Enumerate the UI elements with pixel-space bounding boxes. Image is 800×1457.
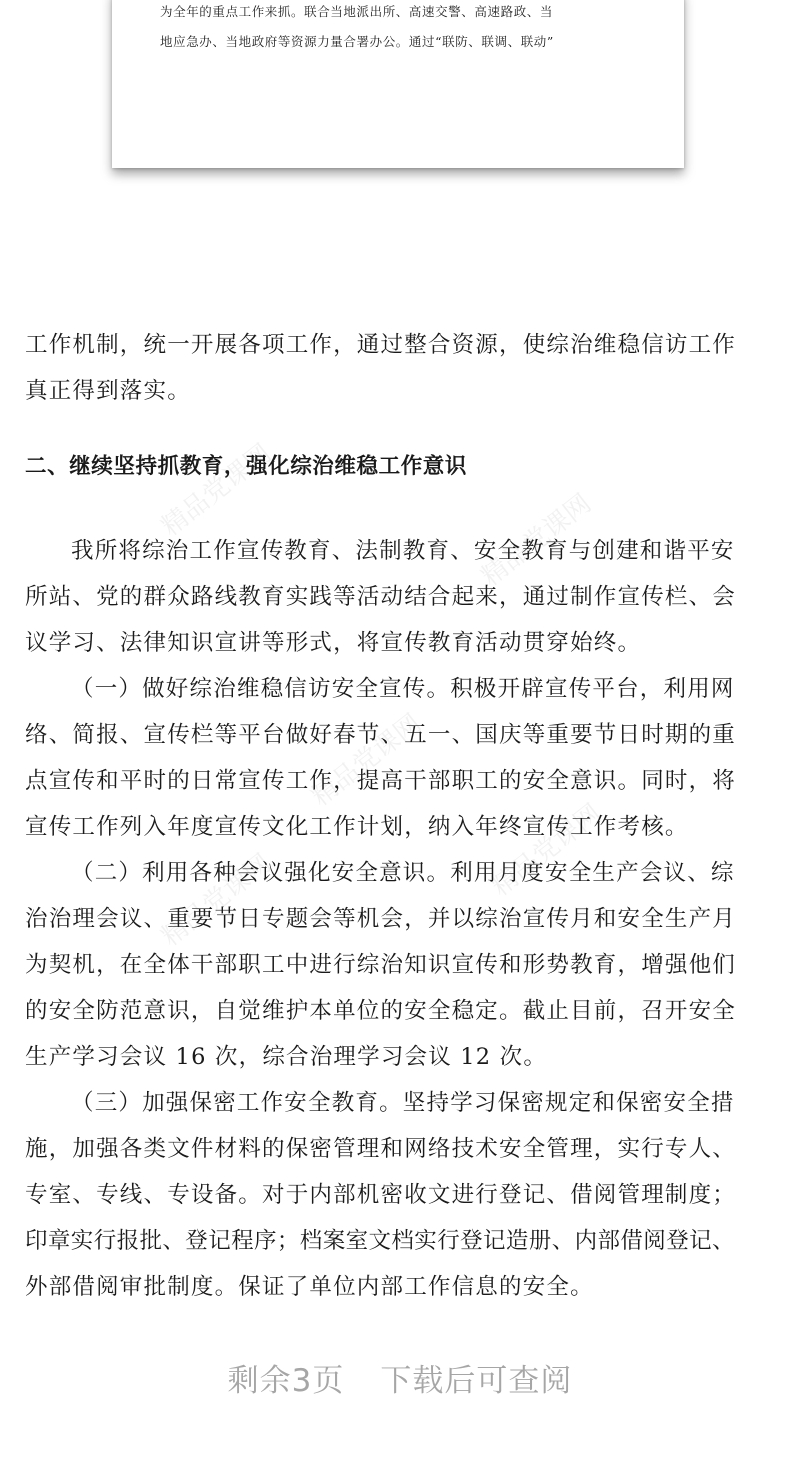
remaining-pages-label: 剩余3页 xyxy=(227,1363,345,1399)
body-text-line: 络、简报、宣传栏等平台做好春节、五一、国庆等重要节日时期的重 xyxy=(25,722,737,748)
body-text-line: 施，加强各类文件材料的保密管理和网络技术安全管理，实行专人、 xyxy=(25,1136,737,1162)
section-heading: 二、继续坚持抓教育，强化综治维稳工作意识 xyxy=(25,454,468,479)
body-text-line: 所站、党的群众路线教育实践等活动结合起来，通过制作宣传栏、会 xyxy=(25,584,737,610)
preview-text-line: 为全年的重点工作来抓。联合当地派出所、高速交警、高速路政、当 xyxy=(160,4,554,19)
body-text-line: 治治理会议、重要节日专题会等机会，并以综治宣传月和安全生产月 xyxy=(25,906,737,932)
body-text-line: （一）做好综治维稳信访安全宣传。积极开辟宣传平台，利用网 xyxy=(71,676,735,702)
body-text-line: 印章实行报批、登记程序；档案室文档实行登记造册、内部借阅登记、 xyxy=(25,1228,735,1254)
watermark-text: 精品党课网 xyxy=(156,438,278,543)
preview-text-line: 地应急办、当地政府等资源力量合署办公。通过“联防、联调、联动” xyxy=(160,34,554,49)
download-hint-label: 下载后可查阅 xyxy=(380,1363,573,1399)
body-text-line: 真正得到落实。 xyxy=(25,378,191,404)
watermark-text: 精品党课网 xyxy=(156,848,278,953)
watermark-text: 精品党课网 xyxy=(306,708,428,813)
body-text-line: 我所将综治工作宣传教育、法制教育、安全教育与创建和谐平安 xyxy=(71,538,735,564)
body-text-line: 宣传工作列入年度宣传文化工作计划，纳入年终宣传工作考核。 xyxy=(25,814,689,840)
body-text-line: 工作机制，统一开展各项工作，通过整合资源，使综治维稳信访工作 xyxy=(25,332,737,358)
body-text-line: 为契机，在全体干部职工中进行综治知识宣传和形势教育，增强他们 xyxy=(25,952,737,978)
body-text-line: 生产学习会议 16 次，综合治理学习会议 12 次。 xyxy=(25,1044,548,1070)
download-to-read-more-button[interactable] xyxy=(0,1355,800,1400)
body-text-line: 议学习、法律知识宣讲等形式，将宣传教育活动贯穿始终。 xyxy=(25,630,642,656)
watermark-text: 精品党课网 xyxy=(476,488,598,593)
body-text-line: 的安全防范意识，自觉维护本单位的安全稳定。截止目前，召开安全 xyxy=(25,998,737,1024)
page-preview-card xyxy=(112,0,684,168)
body-text-line: 点宣传和平时的日常宣传工作，提高干部职工的安全意识。同时，将 xyxy=(25,768,737,794)
body-text-line: 专室、专线、专设备。对于内部机密收文进行登记、借阅管理制度； xyxy=(25,1182,737,1208)
watermark-text: 精品党课网 xyxy=(486,798,608,903)
body-text-line: 外部借阅审批制度。保证了单位内部工作信息的安全。 xyxy=(25,1274,594,1300)
body-text-line: （三）加强保密工作安全教育。坚持学习保密规定和保密安全措 xyxy=(71,1090,735,1116)
body-text-line: （二）利用各种会议强化安全意识。利用月度安全生产会议、综 xyxy=(71,860,735,886)
